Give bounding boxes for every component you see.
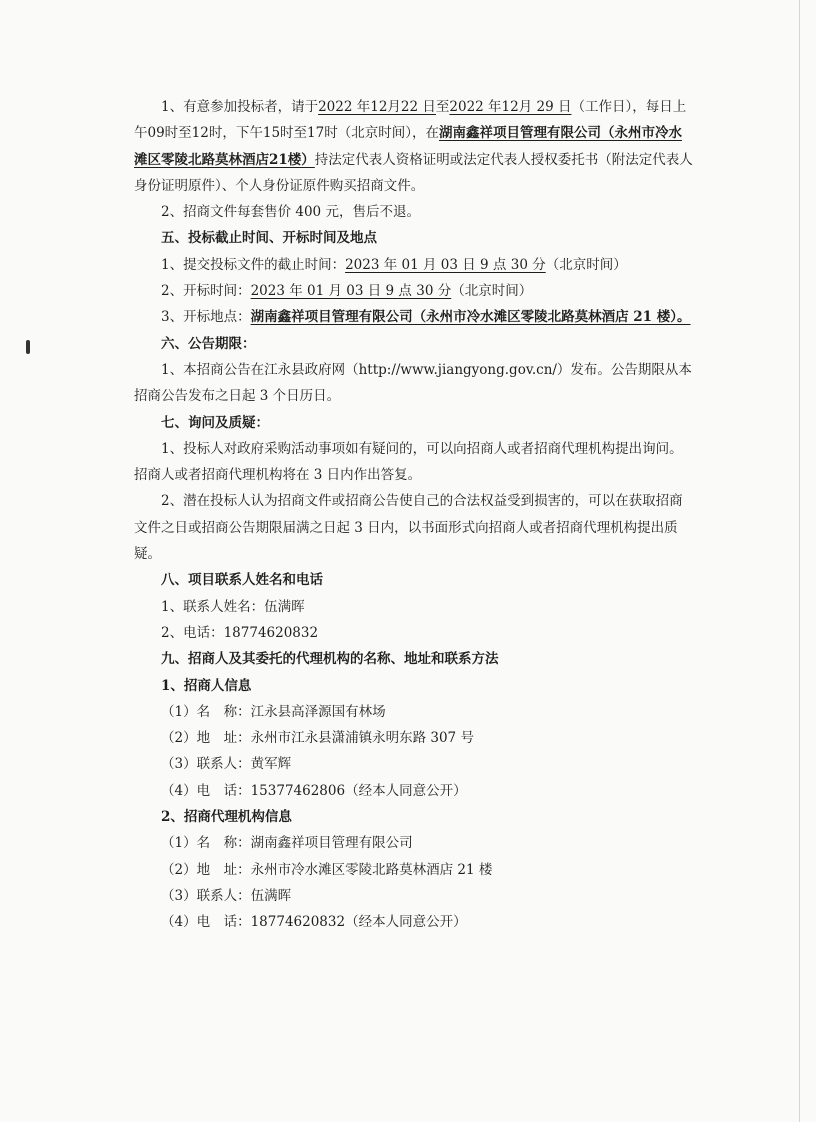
text-segment: 至: [435, 99, 450, 115]
contact-phone-line: 2、电话：18774620832: [161, 624, 319, 641]
deadline-note: （北京时间）: [545, 256, 627, 273]
tenderer-address-line: （2）地 址：永州市江永县潇浦镇永明东路 307 号: [161, 730, 474, 747]
agency-phone-line: （4）电 话：18774620832（经本人同意公开）: [161, 914, 467, 931]
text-segment: （工作日），每日上午09时至12时，下午15时至17时（北京时间），在: [134, 99, 687, 142]
tenderer-phone-line: （4）电 话：15377462806（经本人同意公开）: [161, 782, 467, 799]
text-segment: 1、有意参加投标者，请于: [161, 99, 319, 115]
agency-name-line: （1）名 称：湖南鑫祥项目管理有限公司: [161, 835, 413, 852]
opening-place-value: 湖南鑫祥项目管理有限公司（永州市冷水滩区零陵北路莫林酒店 21 楼）。: [250, 309, 691, 326]
binding-hole-mark: [26, 340, 30, 354]
purchase-address: 湖南鑫祥项目管理有限公司（永州市冷水滩区零陵北路莫林酒店21楼）: [134, 125, 682, 168]
end-date: 2022 年12月 29 日: [449, 99, 572, 115]
opening-place-paragraph: [134, 304, 694, 330]
document-body: [134, 94, 694, 936]
agency-contact-line: （3）联系人：伍满晖: [161, 887, 292, 904]
tenderer-name-line: （1）名 称：江永县高泽源国有林场: [161, 703, 386, 720]
opening-time-value: 2023 年 01 月 03 日 9 点 30 分: [250, 283, 452, 300]
text-segment: 持法定代表人资格证明或法定代表人授权委托书（附法定代表人身份证明原件）、个人身份证原件购买招商文件。: [134, 151, 693, 194]
opening-place-label: 3、开标地点：: [161, 309, 251, 326]
purchase-instructions-paragraph: [134, 94, 694, 199]
section-7-heading: 七、询问及质疑：: [161, 414, 269, 431]
objection-paragraph: 2、潜在投标人认为招商文件或招商公告使自己的合法权益受到损害的，可以在获取招商文件之日或招商公告期限届满之日起 3 日内，以书面形式向招商人或者招商代理机构提出质疑。: [134, 493, 683, 563]
opening-time-label: 2、开标时间：: [161, 283, 251, 300]
section-5-heading: 五、投标截止时间、开标时间及地点: [161, 230, 377, 247]
deadline-label: 1、提交投标文件的截止时间：: [161, 256, 346, 273]
tenderer-contact-line: （3）联系人：黄军辉: [161, 756, 292, 773]
agency-info-heading: 2、招商代理机构信息: [161, 809, 292, 826]
inquiry-paragraph: 1、投标人对政府采购活动事项如有疑问的，可以向招商人或者招商代理机构提出询问。招商人或者招商代理机构将在 3 日内作出答复。: [134, 440, 683, 484]
deadline-paragraph: [134, 252, 694, 278]
deadline-value: 2023 年 01 月 03 日 9 点 30 分: [345, 256, 546, 273]
scan-edge: [799, 0, 800, 1122]
start-date: 2022 年12月22 日: [318, 99, 436, 115]
announcement-period-paragraph: 1、本招商公告在江永县政府网（http://www.jiangyong.gov.cn/）发布。公告期限从本招商公告发布之日起 3 个日历日。: [134, 361, 692, 405]
section-8-heading: 八、项目联系人姓名和电话: [161, 572, 323, 589]
agency-address-line: （2）地 址：永州市冷水滩区零陵北路莫林酒店 21 楼: [161, 861, 493, 878]
document-price-paragraph: 2、招商文件每套售价 400 元，售后不退。: [161, 204, 420, 221]
section-9-heading: 九、招商人及其委托的代理机构的名称、地址和联系方法: [161, 651, 499, 668]
contact-name-line: 1、联系人姓名：伍满晖: [161, 598, 305, 615]
tenderer-info-heading: 1、招商人信息: [161, 677, 252, 694]
opening-time-note: （北京时间）: [451, 283, 533, 300]
section-6-heading: 六、公告期限：: [161, 335, 256, 352]
opening-time-paragraph: [134, 278, 694, 304]
